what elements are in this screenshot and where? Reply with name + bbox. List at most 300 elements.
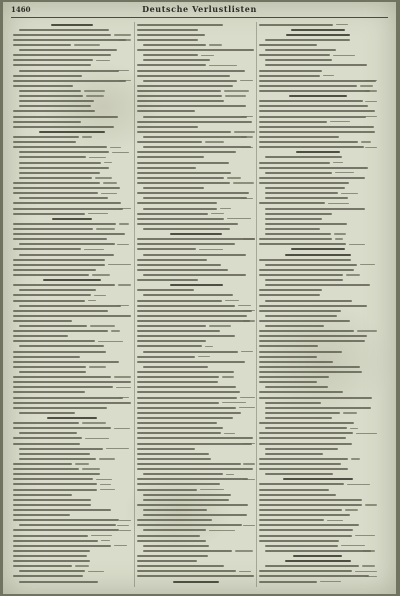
text-line-ink — [13, 310, 108, 312]
text-line-ink — [259, 310, 341, 312]
text-line-ink — [259, 381, 317, 383]
text-line-ink — [137, 330, 220, 332]
text-line-ink — [137, 376, 219, 378]
text-line-ink — [259, 499, 362, 501]
text-line-ink — [101, 540, 110, 541]
text-line-ink — [243, 238, 255, 239]
text-line-ink — [137, 315, 247, 317]
text-line-ink — [137, 177, 224, 179]
text-line-ink — [265, 550, 371, 552]
text-line-ink — [265, 453, 323, 455]
text-line-ink — [137, 356, 195, 358]
text-line-ink — [13, 535, 88, 537]
text-line-ink — [209, 65, 237, 66]
text-line-ink — [259, 70, 322, 72]
text-line-ink — [365, 147, 377, 148]
text-line-ink — [13, 402, 131, 404]
text-line-ink — [13, 356, 80, 358]
text-line-ink — [233, 182, 255, 183]
text-line-ink — [137, 371, 234, 373]
text-line-ink — [259, 289, 322, 291]
text-line-ink — [143, 509, 207, 511]
text-line — [19, 579, 135, 584]
text-line-ink — [143, 473, 223, 475]
text-line-ink — [137, 345, 202, 347]
text-line-ink — [137, 483, 220, 485]
text-line-ink — [137, 172, 231, 174]
text-line-ink — [82, 422, 106, 423]
text-line-ink — [19, 167, 109, 169]
text-line-ink — [137, 213, 208, 215]
header-rule — [11, 17, 388, 18]
text-line-ink — [143, 228, 230, 230]
text-line-ink — [259, 509, 342, 511]
text-line-ink — [137, 489, 197, 491]
text-line-ink — [137, 289, 194, 291]
text-line-ink — [117, 244, 129, 245]
text-line-ink — [137, 310, 252, 312]
text-line-ink — [13, 213, 85, 215]
text-line-ink — [137, 141, 202, 143]
text-line-ink — [137, 259, 207, 261]
text-line-ink — [323, 75, 334, 76]
text-line-ink — [137, 575, 254, 577]
text-line-ink — [13, 335, 68, 337]
text-line-ink — [13, 64, 91, 66]
text-line-ink — [259, 162, 330, 164]
text-line-ink — [259, 514, 350, 516]
text-line-ink — [143, 514, 247, 516]
text-line-ink — [143, 197, 247, 199]
text-line-ink — [13, 146, 107, 148]
text-line-ink — [137, 75, 230, 77]
newspaper-page — [3, 2, 396, 594]
text-line-ink — [259, 75, 320, 77]
page-header — [3, 4, 396, 16]
text-line-ink — [137, 443, 252, 445]
text-line-ink — [13, 407, 107, 409]
text-line-ink — [259, 535, 352, 537]
text-line-ink — [43, 279, 100, 281]
text-line-ink — [137, 524, 242, 526]
text-line-ink — [259, 320, 350, 322]
text-line-ink — [13, 187, 120, 189]
text-line-ink — [259, 524, 359, 526]
text-line-ink — [345, 509, 358, 510]
text-line-ink — [333, 162, 344, 163]
text-line-ink — [333, 55, 355, 56]
text-line-ink — [101, 193, 117, 194]
text-line-ink — [19, 289, 96, 291]
text-line-ink — [137, 121, 252, 123]
text-line-ink — [265, 300, 352, 302]
text-line-ink — [137, 300, 222, 302]
text-line-ink — [137, 422, 217, 424]
text-line-ink — [259, 458, 348, 460]
text-line-ink — [137, 432, 221, 434]
text-line-ink — [143, 80, 237, 82]
text-line-ink — [13, 545, 111, 547]
text-line-ink — [327, 520, 343, 521]
text-line-ink — [137, 560, 197, 562]
text-line-ink — [137, 269, 228, 271]
text-line-ink — [235, 550, 253, 551]
text-line-ink — [335, 172, 354, 173]
text-line-ink — [350, 428, 358, 429]
text-line-ink — [19, 29, 109, 31]
text-line-ink — [84, 249, 105, 250]
text-line-ink — [106, 448, 129, 449]
text-line-ink — [19, 177, 92, 179]
text-line-ink — [225, 300, 239, 301]
text-line-ink — [137, 417, 233, 419]
text-line-ink — [259, 575, 369, 577]
text-line-ink — [143, 116, 247, 118]
text-line-ink — [137, 243, 235, 245]
text-line-ink — [137, 519, 212, 521]
text-line-ink — [143, 494, 231, 496]
text-line-ink — [259, 24, 333, 26]
text-line-ink — [259, 376, 329, 378]
text-line-ink — [13, 75, 82, 77]
text-line-ink — [265, 208, 365, 210]
text-line-ink — [341, 193, 358, 194]
text-line-ink — [259, 294, 320, 296]
text-line-ink — [13, 39, 126, 41]
text-line-ink — [137, 218, 224, 220]
text-line-ink — [137, 391, 240, 393]
text-line-ink — [13, 228, 93, 230]
text-line-ink — [265, 172, 332, 174]
text-line-ink — [143, 294, 233, 296]
text-line-ink — [334, 233, 347, 234]
text-line-ink — [265, 264, 357, 266]
text-line-ink — [13, 540, 98, 542]
text-line-ink — [341, 545, 365, 546]
text-line-ink — [265, 407, 371, 409]
text-line — [259, 579, 381, 584]
text-line-ink — [137, 504, 248, 506]
text-line-ink — [365, 90, 377, 91]
text-line-ink — [137, 335, 235, 337]
text-line-ink — [137, 397, 237, 399]
text-line-ink — [137, 279, 198, 281]
text-line-ink — [13, 381, 131, 383]
text-line-ink — [13, 489, 97, 491]
text-line-ink — [13, 223, 116, 225]
text-line-ink — [19, 458, 96, 460]
text-line-ink — [13, 320, 72, 322]
text-line-ink — [13, 238, 107, 240]
text-line-ink — [19, 581, 98, 583]
text-line-ink — [103, 182, 117, 183]
text-line-ink — [96, 60, 109, 61]
text-line-ink — [285, 560, 352, 562]
text-line-ink — [265, 218, 322, 220]
text-line-ink — [13, 366, 86, 368]
text-line-ink — [143, 274, 246, 276]
text-line-ink — [259, 202, 325, 204]
text-line-ink — [137, 238, 255, 240]
text-line-ink — [143, 136, 247, 138]
text-line-ink — [137, 24, 223, 26]
text-line-ink — [137, 386, 236, 388]
text-line-ink — [13, 141, 76, 143]
text-line-ink — [108, 264, 131, 265]
text-line-ink — [82, 136, 92, 137]
text-line-ink — [259, 366, 360, 368]
text-line-ink — [259, 146, 364, 148]
text-line-ink — [13, 514, 70, 516]
text-line-ink — [265, 417, 332, 419]
text-line-ink — [13, 80, 126, 82]
text-line-ink — [96, 479, 112, 480]
text-line-ink — [224, 90, 250, 91]
text-line-ink — [19, 412, 75, 414]
text-line-ink — [259, 136, 339, 138]
text-line-ink — [13, 294, 91, 296]
text-line-ink — [259, 437, 346, 439]
text-line-ink — [100, 484, 111, 485]
text-line-ink — [265, 223, 347, 225]
text-line-ink — [19, 90, 81, 92]
text-line-ink — [265, 49, 336, 51]
text-line-ink — [259, 44, 317, 46]
text-line-ink — [291, 248, 345, 250]
text-column-2 — [137, 22, 259, 584]
text-line-ink — [13, 361, 119, 363]
text-line-ink — [265, 59, 332, 61]
text-line-ink — [137, 540, 206, 542]
text-line-ink — [259, 581, 317, 583]
text-line-ink — [265, 565, 359, 567]
text-line-ink — [143, 366, 208, 368]
text-line-ink — [19, 243, 115, 245]
text-line-ink — [259, 269, 354, 271]
text-line-ink — [259, 432, 353, 434]
text-line-ink — [88, 300, 97, 301]
text-line-ink — [119, 520, 131, 521]
text-line-ink — [137, 565, 224, 567]
text-line-ink — [143, 54, 198, 56]
text-line-ink — [224, 433, 235, 434]
text-line-ink — [137, 468, 253, 470]
text-line-ink — [320, 581, 341, 582]
text-line-ink — [19, 305, 121, 307]
text-line-ink — [259, 116, 366, 118]
text-line-ink — [259, 243, 346, 245]
text-line-ink — [259, 340, 365, 342]
text-line-ink — [137, 39, 198, 41]
text-line-ink — [143, 499, 229, 501]
text-line-ink — [19, 197, 108, 199]
text-line-ink — [259, 483, 344, 485]
text-line-ink — [137, 110, 195, 112]
text-line-ink — [328, 203, 349, 204]
text-line-ink — [112, 152, 129, 153]
text-line-ink — [265, 64, 367, 66]
text-line-ink — [13, 264, 105, 266]
text-line-ink — [137, 29, 198, 31]
text-line-ink — [137, 90, 221, 92]
text-line-ink — [82, 468, 100, 469]
text-line-ink — [259, 105, 368, 107]
text-line-ink — [137, 361, 245, 363]
page-number: 1460 — [11, 5, 31, 14]
text-line-ink — [137, 407, 236, 409]
text-line-ink — [13, 550, 90, 552]
text-line-ink — [13, 44, 71, 46]
text-line-ink — [289, 95, 346, 97]
text-line-ink — [13, 565, 72, 567]
text-line-ink — [13, 386, 113, 388]
text-line-ink — [243, 320, 255, 321]
text-line-ink — [336, 24, 348, 25]
text-line-ink — [365, 576, 377, 577]
text-line-ink — [199, 249, 223, 250]
text-line-ink — [200, 489, 224, 490]
text-line-ink — [13, 315, 131, 317]
text-line-ink — [259, 330, 354, 332]
text-line-ink — [19, 172, 100, 174]
text-line-ink — [330, 121, 350, 122]
text-line-ink — [75, 463, 90, 464]
text-line-ink — [85, 438, 109, 439]
text-line-ink — [241, 198, 253, 199]
text-line-ink — [137, 223, 238, 225]
text-line-ink — [84, 90, 105, 91]
text-line-ink — [143, 44, 206, 46]
text-line-ink — [13, 269, 96, 271]
text-line-ink — [259, 274, 343, 276]
text-line-ink — [201, 55, 214, 56]
text-line-ink — [137, 49, 254, 51]
text-line-ink — [13, 473, 100, 475]
text-line-ink — [259, 110, 375, 112]
text-line-ink — [13, 202, 121, 204]
text-line-ink — [119, 223, 129, 224]
text-line-ink — [13, 192, 98, 194]
text-line-ink — [222, 376, 234, 377]
text-line-ink — [13, 376, 111, 378]
text-line-ink — [241, 136, 253, 137]
text-line-ink — [259, 361, 333, 363]
text-line-ink — [119, 208, 131, 209]
text-line-ink — [365, 101, 377, 102]
text-line-ink — [137, 402, 219, 404]
text-line-ink — [13, 519, 119, 521]
text-line-ink — [13, 182, 100, 184]
text-line-ink — [355, 571, 377, 572]
text-line-ink — [19, 151, 109, 153]
text-line-ink — [119, 530, 131, 531]
text-line-ink — [13, 233, 125, 235]
text-line-ink — [265, 386, 328, 388]
text-line-ink — [137, 264, 221, 266]
text-line-ink — [265, 545, 338, 547]
text-line-ink — [360, 264, 375, 265]
text-line-ink — [137, 85, 233, 87]
running-title: Deutsche Verlustlisten — [142, 4, 257, 14]
text-line-ink — [118, 284, 131, 285]
text-line-ink — [19, 162, 101, 164]
text-line-ink — [91, 535, 111, 536]
text-line-ink — [259, 529, 353, 531]
text-line-ink — [13, 463, 72, 465]
text-line-ink — [265, 448, 338, 450]
text-line-ink — [265, 39, 350, 41]
text-line-ink — [259, 397, 372, 399]
text-line-ink — [137, 248, 196, 250]
text-line-ink — [225, 95, 246, 96]
text-line-ink — [89, 157, 106, 158]
text-line-ink — [293, 555, 342, 557]
text-line-ink — [259, 131, 375, 133]
text-line-ink — [117, 70, 129, 71]
text-line-ink — [19, 325, 87, 327]
text-line-ink — [259, 391, 343, 393]
text-line-ink — [239, 407, 255, 408]
text-line-ink — [259, 305, 367, 307]
text-line-ink — [100, 489, 115, 490]
text-line-ink — [90, 325, 115, 326]
text-line-ink — [296, 151, 341, 153]
text-line-ink — [285, 254, 352, 256]
text-line-ink — [291, 29, 345, 31]
text-line-ink — [351, 458, 360, 459]
text-line-ink — [13, 560, 90, 562]
text-line-ink — [13, 259, 105, 261]
text-line-ink — [259, 519, 324, 521]
text-line-ink — [259, 422, 354, 424]
text-line-ink — [365, 116, 377, 117]
text-line-ink — [259, 489, 329, 491]
text-line-ink — [265, 156, 342, 158]
text-line-ink — [75, 565, 90, 566]
text-line-ink — [335, 238, 343, 239]
text-line-ink — [347, 484, 370, 485]
text-line-ink — [13, 274, 89, 276]
text-line-ink — [39, 131, 104, 133]
text-line-ink — [117, 525, 129, 526]
text-line-ink — [94, 295, 107, 296]
text-line-ink — [13, 54, 111, 56]
text-line-ink — [95, 177, 112, 178]
text-line-ink — [13, 340, 95, 342]
text-line-ink — [265, 325, 324, 327]
text-line-ink — [265, 228, 320, 230]
text-line-ink — [114, 428, 130, 429]
text-line-ink — [265, 473, 333, 475]
text-line-ink — [259, 463, 341, 465]
text-line-ink — [96, 228, 115, 229]
text-line-ink — [259, 90, 370, 92]
text-line-ink — [13, 478, 93, 480]
text-line-ink — [19, 448, 103, 450]
text-line-ink — [143, 351, 238, 353]
text-line-ink — [19, 453, 90, 455]
text-line-ink — [143, 187, 204, 189]
text-line-ink — [346, 274, 360, 275]
text-line-ink — [222, 402, 247, 403]
text-line-ink — [19, 524, 116, 526]
text-line-ink — [137, 381, 218, 383]
text-line-ink — [265, 197, 348, 199]
text-line-ink — [143, 146, 251, 148]
text-line-ink — [137, 105, 246, 107]
text-line-ink — [241, 147, 253, 148]
text-line-ink — [13, 427, 111, 429]
